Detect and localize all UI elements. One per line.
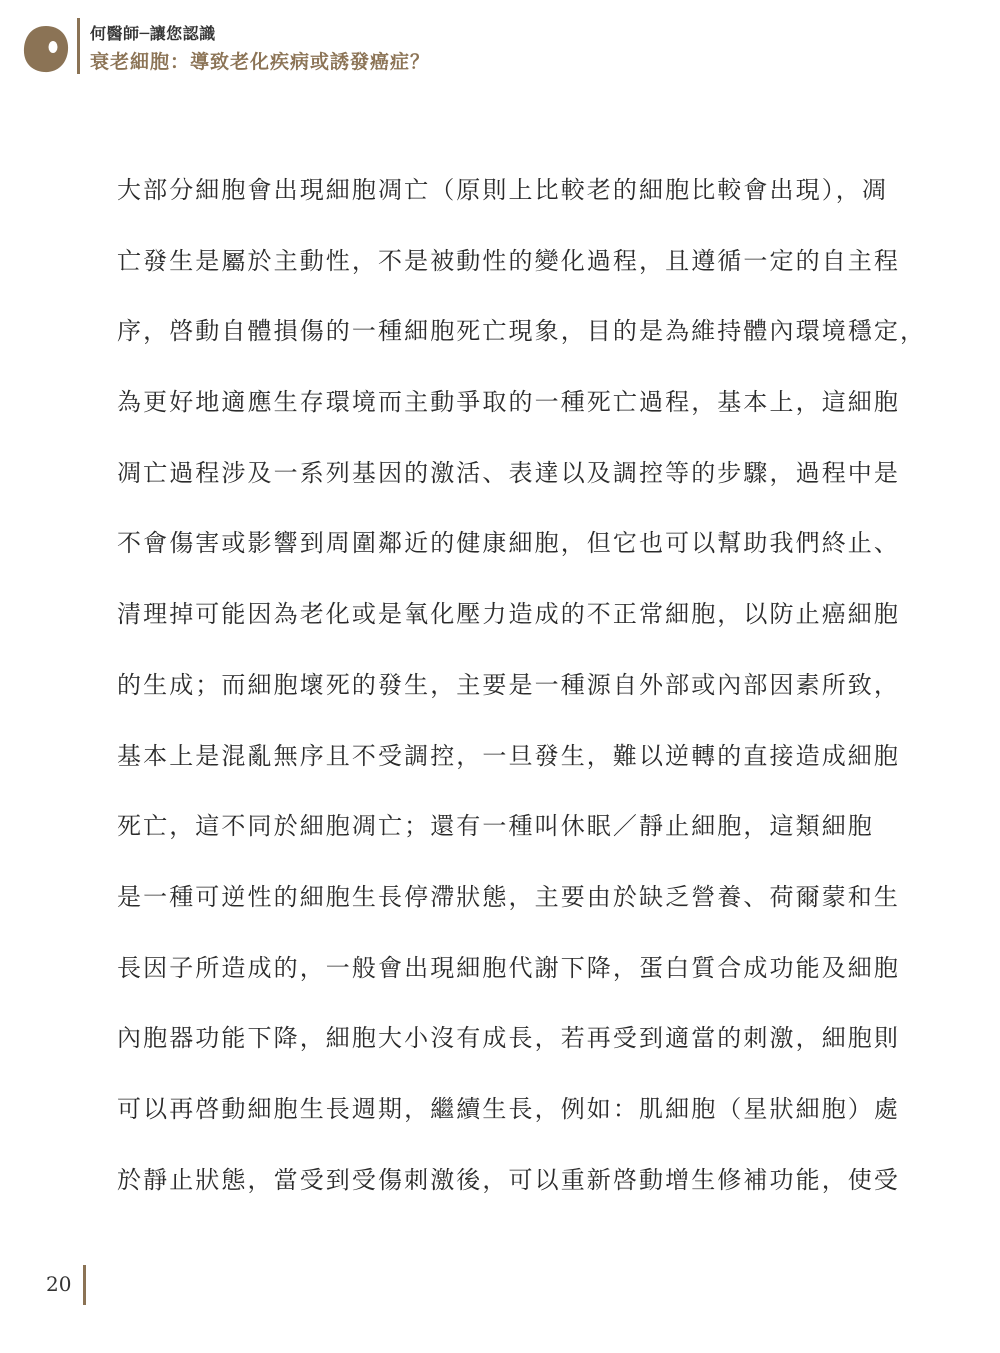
series-title: 何醫師─讓您認識 [90, 24, 216, 43]
text-line: 基本上是混亂無序且不受調控，一旦發生，難以逆轉的直接造成細胞 [117, 741, 900, 770]
footer-divider [83, 1265, 86, 1305]
text-line: 為更好地適應生存環境而主動爭取的一種死亡過程，基本上，這細胞 [117, 388, 900, 417]
text-line: 凋亡過程涉及一系列基因的激活、表達以及調控等的步驟，過程中是 [117, 458, 900, 487]
text-line: 是一種可逆性的細胞生長停滯狀態，主要由於缺乏營養、荷爾蒙和生 [117, 882, 900, 911]
text-line: 可以再啓動細胞生長週期，繼續生長，例如：肌細胞（星狀細胞）處 [117, 1094, 900, 1123]
text-line: 清理掉可能因為老化或是氧化壓力造成的不正常細胞，以防止癌細胞 [117, 600, 900, 629]
text-line: 於靜止狀態，當受到受傷刺激後，可以重新啓動增生修補功能，使受 [117, 1165, 900, 1194]
chapter-title: 衰老細胞：導致老化疾病或誘發癌症？ [90, 51, 431, 73]
body-paragraph [117, 168, 927, 1228]
page-header [0, 0, 1000, 90]
header-divider [77, 18, 80, 74]
text-line: 不會傷害或影響到周圍鄰近的健康細胞，但它也可以幫助我們終止、 [117, 529, 900, 558]
text-line: 序，啓動自體損傷的一種細胞死亡現象，目的是為維持體內環境穩定， [117, 317, 927, 346]
text-line: 亡發生是屬於主動性，不是被動性的變化過程，且遵循一定的自主程 [117, 246, 900, 275]
text-line: 的生成；而細胞壞死的發生，主要是一種源自外部或內部因素所致， [117, 670, 900, 699]
text-line: 死亡，這不同於細胞凋亡；還有一種叫休眠／靜止細胞，這類細胞 [117, 812, 874, 841]
seed-logo-icon [22, 24, 70, 74]
text-line: 內胞器功能下降，細胞大小沒有成長，若再受到適當的刺激，細胞則 [117, 1024, 900, 1053]
text-line: 大部分細胞會出現細胞凋亡（原則上比較老的細胞比較會出現），凋 [117, 176, 888, 204]
page-number: 20 [46, 1272, 72, 1296]
text-line: 長因子所造成的，一般會出現細胞代謝下降，蛋白質合成功能及細胞 [117, 953, 900, 982]
